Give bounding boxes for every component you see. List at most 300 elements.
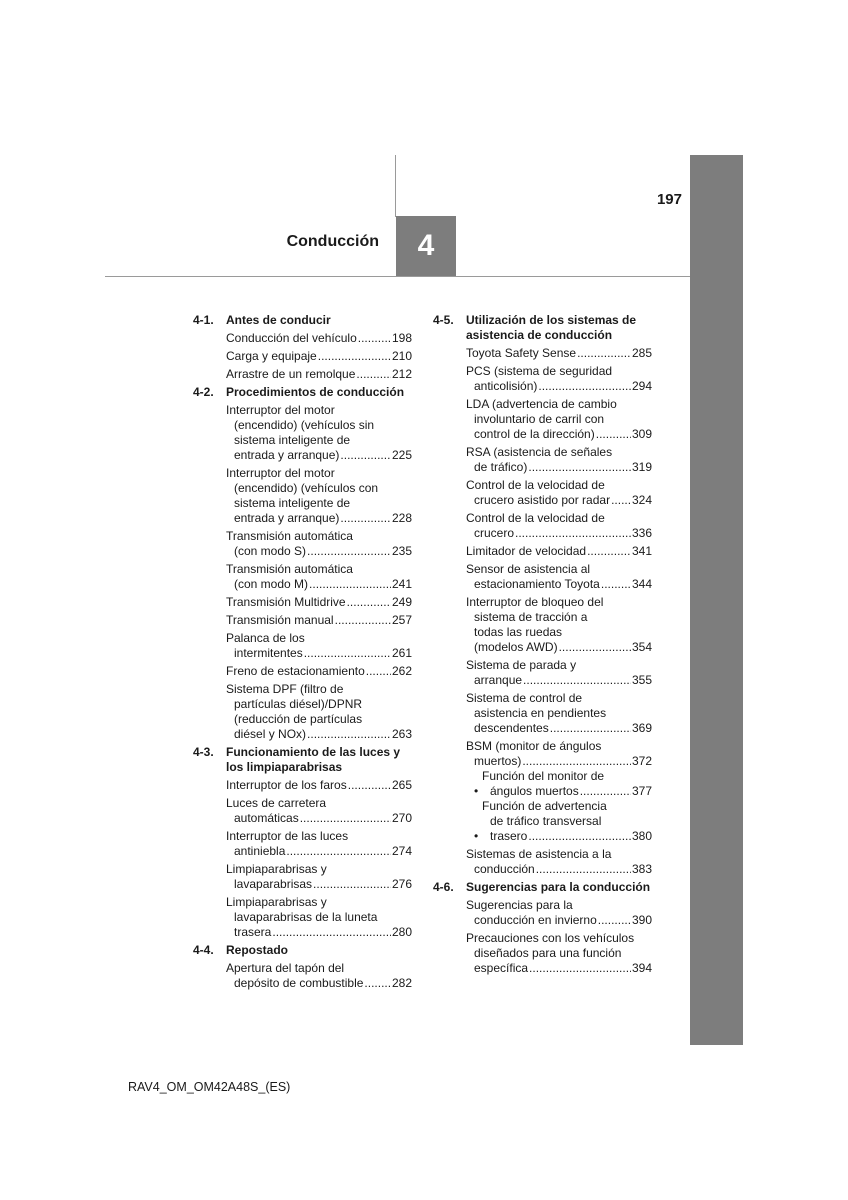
entry-line (226, 466, 391, 481)
toc-entry[interactable] (193, 562, 412, 592)
entry-title (226, 961, 391, 991)
toc-entry[interactable] (193, 595, 412, 610)
entry-title (482, 769, 631, 799)
entry-line-text: Sistema de parada y (466, 658, 577, 672)
dot-leader (538, 379, 631, 394)
entry-title (466, 511, 631, 541)
entry-line-text: Interruptor del motor (226, 403, 335, 417)
entry-line (482, 799, 631, 814)
entry-title (466, 364, 631, 394)
entry-line (226, 877, 391, 892)
entry-line (466, 595, 631, 610)
entry-line (466, 658, 631, 673)
entry-line (226, 796, 391, 811)
entry-line-text: Limpiaparabrisas y (226, 862, 327, 876)
entry-line (466, 754, 631, 769)
entry-page-number: 198 (391, 331, 412, 345)
entry-title (226, 778, 391, 793)
entry-line (466, 511, 631, 526)
toc-entry[interactable] (193, 862, 412, 892)
toc-entry[interactable] (433, 847, 652, 877)
toc-entry[interactable] (433, 511, 652, 541)
entry-line-text: Limitador de velocidad (466, 544, 587, 558)
entry-title (226, 895, 391, 940)
dot-leader (300, 811, 391, 826)
dot-leader (528, 460, 631, 475)
entry-line-text: automáticas (234, 811, 299, 825)
entry-line-text: lavaparabrisas (234, 877, 313, 891)
entry-line (466, 544, 631, 559)
entry-line (226, 331, 391, 346)
section-number: 4-1. (193, 313, 214, 327)
entry-page-number: 341 (631, 544, 652, 558)
toc-entry[interactable] (433, 931, 652, 976)
entry-line (226, 961, 391, 976)
entry-line-text: Función de advertencia (482, 799, 607, 813)
entry-line (466, 478, 631, 493)
entry-line-text: diésel y NOx) (234, 727, 307, 741)
entry-page-number: 263 (391, 727, 412, 741)
entry-page-number: 369 (631, 721, 652, 735)
entry-line-text: sistema inteligente de (234, 496, 351, 510)
entry-title (466, 931, 635, 976)
entry-line (466, 625, 631, 640)
dot-leader (356, 367, 391, 382)
entry-line (226, 682, 391, 697)
entry-line (466, 397, 631, 412)
entry-title (226, 682, 391, 742)
dot-leader (522, 754, 631, 769)
entry-line (466, 526, 631, 541)
entry-page-number: 241 (391, 577, 412, 591)
entry-line-text: Interruptor de los faros (226, 778, 347, 792)
dot-leader (366, 664, 391, 679)
entry-page-number: 336 (631, 526, 652, 540)
entry-line (226, 646, 391, 661)
entry-page-number: 249 (391, 595, 412, 609)
toc-entry[interactable] (193, 961, 412, 991)
entry-page-number: 285 (631, 346, 652, 360)
dot-leader (529, 961, 631, 976)
toc-entry[interactable] (433, 739, 652, 769)
entry-line-text: Palanca de los (226, 631, 305, 645)
entry-page-number: 344 (631, 577, 652, 591)
dot-leader (272, 925, 391, 940)
entry-page-number: 265 (391, 778, 412, 792)
entry-line (482, 784, 631, 799)
toc-entry[interactable] (433, 346, 652, 361)
entry-title (226, 829, 391, 859)
entry-line-text: Interruptor de bloqueo del (466, 595, 604, 609)
toc-entry[interactable] (193, 631, 412, 661)
entry-line-text: depósito de combustible (234, 976, 364, 990)
toc-entry[interactable] (433, 397, 652, 442)
entry-line-text: BSM (monitor de ángulos (466, 739, 602, 753)
entry-title (226, 562, 391, 592)
toc-section-header (433, 313, 652, 343)
entry-line (226, 910, 391, 925)
entry-page-number: 225 (391, 448, 412, 462)
dot-leader (309, 577, 391, 592)
entry-line (226, 664, 391, 679)
dot-leader (515, 526, 631, 541)
entry-line (226, 529, 391, 544)
entry-line-text: Transmisión automática (226, 562, 353, 576)
entry-page-number: 377 (631, 784, 652, 798)
entry-line (226, 844, 391, 859)
entry-line (226, 697, 391, 712)
entry-title (226, 349, 391, 364)
entry-title (226, 631, 391, 661)
entry-title (466, 847, 631, 877)
entry-line-text: entrada y arranque) (234, 511, 340, 525)
toc-entry[interactable] (433, 898, 652, 928)
entry-title (466, 691, 631, 736)
toc-entry[interactable] (433, 691, 652, 736)
entry-line-text: de tráfico) (474, 460, 528, 474)
entry-title (226, 367, 391, 382)
entry-page-number: 270 (391, 811, 412, 825)
entry-line (466, 427, 631, 442)
entry-line-text: ángulos muertos (490, 784, 579, 798)
entry-line-text: todas las ruedas (474, 625, 563, 639)
section-number: 4-5. (433, 313, 454, 327)
entry-line (226, 613, 391, 628)
entry-line-text: (con modo M) (234, 577, 309, 591)
entry-line (226, 481, 391, 496)
dot-leader (318, 349, 391, 364)
entry-title (226, 862, 391, 892)
dot-leader (307, 544, 391, 559)
entry-line-text: (con modo S) (234, 544, 307, 558)
toc-entry[interactable] (193, 895, 412, 940)
dot-leader (313, 877, 391, 892)
entry-page-number: 262 (391, 664, 412, 678)
toc-entry[interactable] (193, 829, 412, 859)
entry-line (466, 460, 631, 475)
entry-page-number: 324 (631, 493, 652, 507)
entry-line (466, 946, 631, 961)
entry-line-text: diseñados para una función (474, 946, 622, 960)
entry-title (466, 739, 631, 769)
entry-line (226, 631, 391, 646)
entry-page-number: 394 (631, 961, 652, 975)
entry-title (466, 544, 631, 559)
entry-line-text: LDA (advertencia de cambio (466, 397, 617, 411)
entry-line (226, 829, 391, 844)
entry-line (226, 544, 391, 559)
entry-line (466, 493, 631, 508)
header-horizontal-rule (105, 276, 691, 277)
toc-entry[interactable] (433, 562, 652, 592)
entry-line-text: Freno de estacionamiento (226, 664, 365, 678)
entry-line (466, 862, 631, 877)
entry-title (466, 595, 631, 655)
entry-line (482, 829, 631, 844)
toc-entry[interactable] (193, 331, 412, 346)
toc-section-header (193, 943, 412, 958)
section-title: Antes de conducir (226, 313, 331, 327)
entry-line (226, 595, 391, 610)
entry-line-text: Conducción del vehículo (226, 331, 357, 345)
entry-line (466, 445, 631, 460)
toc-entry[interactable] (193, 613, 412, 628)
entry-line-text: Apertura del tapón del (226, 961, 345, 975)
entry-page-number: 210 (391, 349, 412, 363)
toc-sub-entry[interactable] (433, 799, 652, 844)
dot-leader (348, 778, 391, 793)
dot-leader (536, 862, 631, 877)
entry-line-text: intermitentes (234, 646, 303, 660)
bullet-mark: • (474, 784, 479, 798)
entry-line-text: anticolisión) (474, 379, 538, 393)
toc-entry[interactable] (433, 478, 652, 508)
entry-line-text: (modelos AWD) (474, 640, 558, 654)
section-title: Procedimientos de conducción (226, 385, 405, 399)
entry-title (466, 346, 631, 361)
entry-line-text: PCS (sistema de seguridad (466, 364, 613, 378)
entry-line-text: Sensor de asistencia al (466, 562, 591, 576)
entry-line-text: Carga y equipaje (226, 349, 317, 363)
chapter-side-tab (690, 155, 743, 1045)
entry-line-text: Control de la velocidad de (466, 478, 605, 492)
entry-line-text: sistema de tracción a (474, 610, 588, 624)
dot-leader (335, 613, 391, 628)
toc-entry[interactable] (193, 529, 412, 559)
dot-leader (347, 595, 391, 610)
section-number: 4-3. (193, 745, 214, 759)
entry-line-text: (encendido) (vehículos sin (234, 418, 375, 432)
entry-title (226, 331, 391, 346)
toc-entry[interactable] (193, 664, 412, 679)
entry-line-text: lavaparabrisas de la luneta (234, 910, 378, 924)
entry-page-number: 276 (391, 877, 412, 891)
entry-line (466, 913, 631, 928)
section-title: Repostado (226, 943, 289, 957)
entry-page-number: 280 (391, 925, 412, 939)
toc-entry[interactable] (193, 778, 412, 793)
entry-line (466, 412, 631, 427)
toc-entry[interactable] (193, 349, 412, 364)
entry-line-text: descendentes (474, 721, 549, 735)
entry-line (466, 673, 631, 688)
entry-line (226, 367, 391, 382)
entry-line-text: Transmisión automática (226, 529, 353, 543)
entry-page-number: 383 (631, 862, 652, 876)
bullet-mark: • (474, 829, 479, 843)
entry-line-text: Luces de carretera (226, 796, 327, 810)
entry-line (226, 895, 391, 910)
entry-line (226, 727, 391, 742)
dot-leader (340, 511, 391, 526)
entry-line (226, 403, 391, 418)
entry-page-number: 294 (631, 379, 652, 393)
entry-title (226, 529, 391, 559)
entry-line-text: Sistema de control de (466, 691, 583, 705)
entry-title (226, 796, 391, 826)
entry-page-number: 282 (391, 976, 412, 990)
section-number: 4-4. (193, 943, 214, 957)
entry-line-text: trasera (234, 925, 272, 939)
entry-line-text: conducción (474, 862, 535, 876)
toc-column-left (193, 313, 412, 991)
entry-line-text: estacionamiento Toyota (474, 577, 600, 591)
dot-leader (286, 844, 391, 859)
entry-line-text: control de la dirección) (474, 427, 595, 441)
entry-line-text: partículas diésel)/DPNR (234, 697, 363, 711)
entry-page-number: 380 (631, 829, 652, 843)
dot-leader (598, 913, 631, 928)
toc-entry[interactable] (193, 367, 412, 382)
entry-page-number: 274 (391, 844, 412, 858)
section-title: Sugerencias para la conducción (466, 880, 651, 894)
entry-line (466, 379, 631, 394)
entry-line-text: Control de la velocidad de (466, 511, 605, 525)
toc-sub-entry[interactable] (433, 769, 652, 799)
entry-line (466, 739, 631, 754)
entry-line (226, 811, 391, 826)
entry-line-text: asistencia en pendientes (474, 706, 607, 720)
toc-entry[interactable] (193, 403, 412, 463)
dot-leader (358, 331, 391, 346)
entry-line (466, 562, 631, 577)
section-number: 4-6. (433, 880, 454, 894)
chapter-title: Conducción (286, 233, 379, 250)
dot-leader (307, 727, 391, 742)
entry-line-text: Interruptor de las luces (226, 829, 349, 843)
entry-title (482, 799, 631, 844)
entry-line-text: muertos) (474, 754, 522, 768)
toc-entry[interactable] (433, 658, 652, 688)
entry-page-number: 228 (391, 511, 412, 525)
entry-title (226, 595, 391, 610)
entry-title (466, 658, 631, 688)
dot-leader (528, 829, 631, 844)
dot-leader (364, 976, 391, 991)
dot-leader (523, 673, 631, 688)
entry-line (466, 898, 631, 913)
entry-line-text: RSA (asistencia de señales (466, 445, 613, 459)
entry-page-number: 319 (631, 460, 652, 474)
entry-line-text: Toyota Safety Sense (466, 346, 577, 360)
toc-entry[interactable] (433, 364, 652, 394)
dot-leader (340, 448, 391, 463)
toc-entry[interactable] (193, 682, 412, 742)
entry-line-text: involuntario de carril con (474, 412, 605, 426)
entry-line (226, 712, 391, 727)
toc-entry[interactable] (433, 544, 652, 559)
entry-page-number: 390 (631, 913, 652, 927)
entry-line (466, 691, 631, 706)
dot-leader (601, 577, 631, 592)
dot-leader (304, 646, 391, 661)
dot-leader (611, 493, 631, 508)
entry-page-number: 261 (391, 646, 412, 660)
document-code: RAV4_OM_OM42A48S_(ES) (128, 1080, 291, 1094)
toc-entry[interactable] (193, 796, 412, 826)
toc-section-header (433, 880, 652, 895)
entry-line-text: Sugerencias para la (466, 898, 573, 912)
toc-entry[interactable] (433, 595, 652, 655)
entry-line (466, 721, 631, 736)
entry-line-text: conducción en invierno (474, 913, 597, 927)
entry-line (466, 640, 631, 655)
entry-line-text: Función del monitor de (482, 769, 605, 783)
entry-line-text: Sistema DPF (filtro de (226, 682, 344, 696)
entry-line-text: crucero asistido por radar (474, 493, 611, 507)
entry-line-text: trasero (490, 829, 528, 843)
toc-column-right (433, 313, 652, 976)
entry-line (226, 577, 391, 592)
entry-line-text: sistema inteligente de (234, 433, 351, 447)
entry-page-number: 372 (631, 754, 652, 768)
dot-leader (577, 346, 631, 361)
entry-line (226, 976, 391, 991)
entry-title (226, 403, 391, 463)
entry-line-text: (reducción de partículas (234, 712, 363, 726)
dot-leader (559, 640, 631, 655)
entry-page-number: 309 (631, 427, 652, 441)
entry-page-number: 257 (391, 613, 412, 627)
toc-entry[interactable] (433, 445, 652, 475)
entry-line-text: antiniebla (234, 844, 286, 858)
entry-line (226, 418, 391, 433)
entry-line-text: Sistemas de asistencia a la (466, 847, 612, 861)
entry-line (226, 862, 391, 877)
entry-page-number: 355 (631, 673, 652, 687)
entry-line (226, 349, 391, 364)
entry-title (466, 445, 631, 475)
entry-line-text: Precauciones con los vehículos (466, 931, 635, 945)
entry-title (226, 613, 391, 628)
dot-leader (587, 544, 631, 559)
entry-line-text: crucero (474, 526, 515, 540)
entry-line (466, 364, 631, 379)
entry-title (466, 898, 631, 928)
toc-section-header (193, 385, 412, 400)
entry-title (226, 466, 391, 526)
entry-page-number: 235 (391, 544, 412, 558)
entry-line (466, 706, 631, 721)
entry-line (226, 511, 391, 526)
toc-entry[interactable] (193, 466, 412, 526)
entry-line (226, 778, 391, 793)
entry-line-text: entrada y arranque) (234, 448, 340, 462)
entry-line (466, 577, 631, 592)
chapter-number-box: 4 (396, 216, 456, 276)
entry-line-text: (encendido) (vehículos con (234, 481, 379, 495)
entry-line-text: Limpiaparabrisas y (226, 895, 327, 909)
section-title: Funcionamiento de las luces y los limpiaparabrisas (226, 745, 401, 774)
header-vertical-rule (395, 155, 396, 217)
entry-line (482, 814, 631, 829)
entry-title (466, 478, 631, 508)
entry-line-text: de tráfico transversal (490, 814, 602, 828)
entry-line (466, 961, 631, 976)
section-title: Utilización de los sistemas de asistencia de conducción (466, 313, 637, 342)
section-number: 4-2. (193, 385, 214, 399)
entry-line-text: Transmisión manual (226, 613, 334, 627)
entry-title (466, 397, 631, 442)
entry-line (466, 346, 631, 361)
dot-leader (550, 721, 631, 736)
entry-line-text: arranque (474, 673, 523, 687)
entry-line-text: Arrastre de un remolque (226, 367, 356, 381)
entry-line (482, 769, 631, 784)
entry-page-number: 212 (391, 367, 412, 381)
entry-line-text: Interruptor del motor (226, 466, 335, 480)
entry-line (466, 610, 631, 625)
